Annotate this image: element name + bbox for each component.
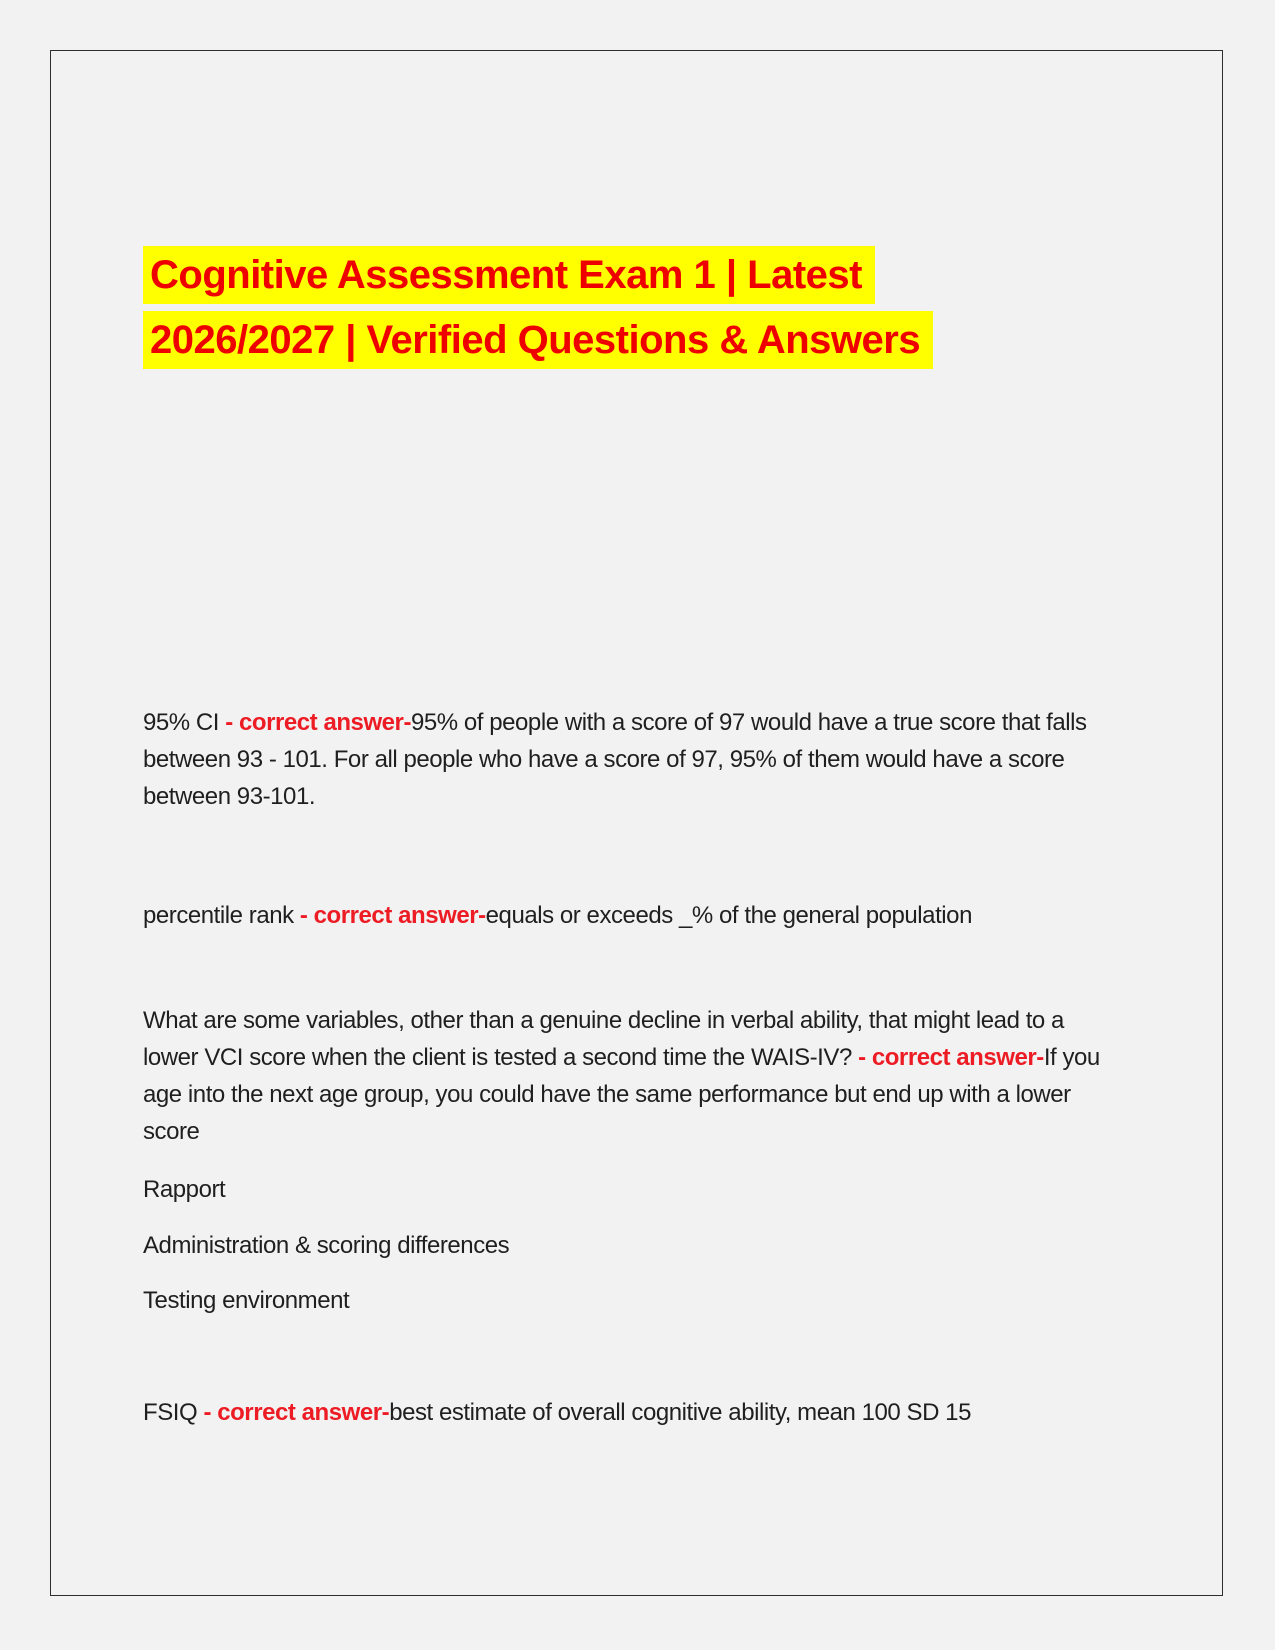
qa-item-percentile-rank — [143, 897, 1103, 934]
question-text: 95% CI — [143, 709, 226, 736]
note-line-rapport: Rapport — [143, 1176, 226, 1203]
qa-item-vci-variables — [143, 1002, 1103, 1150]
question-text: FSIQ — [143, 1399, 204, 1426]
answer-text: If you age into the next age group, you could have the same performance but end up with a lower score — [143, 1044, 1100, 1145]
note-line-administration: Administration & scoring differences — [143, 1232, 510, 1259]
document-title — [143, 246, 933, 369]
qa-item-95-ci — [143, 704, 1103, 815]
answer-text: 95% of people with a score of 97 would have a true score that falls between 93 - 101. For all people who have a score of 97, 95% of them would have a score between 93-101. — [143, 709, 1087, 810]
question-text: percentile rank — [143, 902, 300, 929]
answer-text: best estimate of overall cognitive ability, mean 100 SD 15 — [389, 1399, 971, 1426]
answer-text: equals or exceeds _% of the general population — [485, 902, 972, 929]
correct-answer-marker: - correct answer- — [858, 1044, 1044, 1071]
question-text: What are some variables, other than a genuine decline in verbal ability, that might lead to a lower VCI score when the client is tested a second time the WAIS-IV? — [143, 1007, 1064, 1071]
correct-answer-marker: - correct answer- — [203, 1399, 390, 1426]
note-line-testing-environment: Testing environment — [143, 1287, 350, 1314]
qa-item-fsiq — [143, 1394, 1103, 1431]
title-line-1: Cognitive Assessment Exam 1 | Latest — [143, 246, 875, 304]
correct-answer-marker: - correct answer- — [225, 709, 411, 736]
title-line-2: 2026/2027 | Verified Questions & Answers — [143, 311, 933, 369]
correct-answer-marker: - correct answer- — [299, 902, 486, 929]
